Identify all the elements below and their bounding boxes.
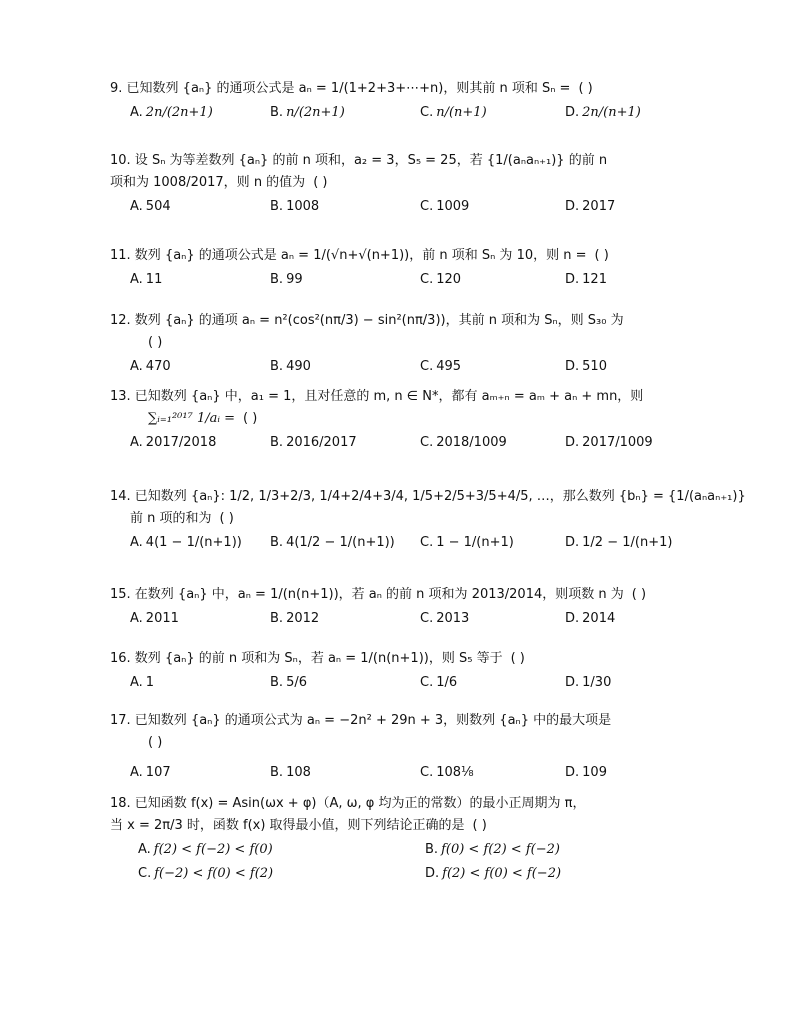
question-text-line2 <box>110 332 710 354</box>
question-text-line2: 项和为 1008/2017，则 n 的值为 ( ) <box>110 172 710 194</box>
options-row <box>110 672 710 694</box>
answer-paren[interactable]: ( ) <box>472 818 487 833</box>
option-d[interactable]: D. 109 <box>565 765 607 780</box>
question-text: 15. 在数列 {aₙ} 中，aₙ = 1/(n(n+1))，若 aₙ 的前 n 项和为 2013/2014，则项数 n 为 ( ) <box>110 584 710 606</box>
question-text: 12. 数列 {aₙ} 的通项 aₙ = n²(cos²(nπ/3) − sin²(nπ/3))，其前 n 项和为 Sₙ，则 S₃₀ 为 <box>110 313 624 328</box>
question-text: 17. 已知数列 {aₙ} 的通项公式为 aₙ = −2n² + 29n + 3，则数列 {aₙ} 中的最大项是 <box>110 713 612 728</box>
question-text: 13. 已知数列 {aₙ} 中，a₁ = 1，且对任意的 m, n ∈ N*，都有 aₘ₊ₙ = aₘ + aₙ + mn，则 <box>110 389 644 404</box>
question-9 <box>110 78 710 124</box>
question-17 <box>110 710 710 784</box>
option-c[interactable]: C. n/(n+1) <box>420 105 487 120</box>
options-row <box>110 102 710 124</box>
option-d[interactable]: D. 1/2 − 1/(n+1) <box>565 535 673 550</box>
question-13 <box>110 386 710 454</box>
option-d[interactable]: D. 2017 <box>565 199 616 214</box>
answer-paren[interactable]: ( ) <box>313 175 328 190</box>
option-d[interactable]: D. 2014 <box>565 611 616 626</box>
answer-paren[interactable]: ( ) <box>510 651 525 666</box>
answer-paren[interactable]: ( ) <box>148 335 163 350</box>
options-row <box>110 762 710 784</box>
answer-paren[interactable]: ( ) <box>594 248 609 263</box>
option-d[interactable]: D. 2n/(n+1) <box>565 105 641 120</box>
question-11 <box>110 245 710 291</box>
option-a[interactable]: A. 1 <box>130 675 155 690</box>
question-10 <box>110 150 710 218</box>
question-18 <box>110 793 710 885</box>
question-text-line2 <box>110 732 710 754</box>
option-d[interactable]: D. 510 <box>565 359 607 374</box>
option-c[interactable]: C. 1 − 1/(n+1) <box>420 535 514 550</box>
question-text: 10. 设 Sₙ 为等差数列 {aₙ} 的前 n 项和，a₂ = 3，S₅ = 25，若 {1/(aₙaₙ₊₁)} 的前 n <box>110 153 608 168</box>
question-text: 11. 数列 {aₙ} 的通项公式是 aₙ = 1/(√n+√(n+1))，前 n 项和 Sₙ 为 10，则 n = ( ) <box>110 245 710 267</box>
question-text: 14. 已知数列 {aₙ}: 1/2, 1/3+2/3, 1/4+2/4+3/4, 1/5+2/5+3/5+4/5, …，那么数列 {bₙ} = {1/(aₙaₙ₊₁)} <box>110 489 746 504</box>
option-b[interactable]: B. 2016/2017 <box>270 435 357 450</box>
options-row <box>110 432 710 454</box>
option-c[interactable]: C. f(−2) < f(0) < f(2) <box>138 866 274 881</box>
options-row <box>110 532 710 554</box>
option-c[interactable]: C. 2018/1009 <box>420 435 507 450</box>
option-a[interactable]: A. 470 <box>130 359 171 374</box>
option-c[interactable]: C. 108⅛ <box>420 765 474 780</box>
options-row <box>110 608 710 630</box>
question-text-line2: ∑ᵢ₌₁²⁰¹⁷ 1/aᵢ = ( ) <box>110 408 710 430</box>
answer-paren[interactable]: ( ) <box>578 81 593 96</box>
option-a[interactable]: A. 504 <box>130 199 171 214</box>
option-a[interactable]: A. 2017/2018 <box>130 435 217 450</box>
option-b[interactable]: B. n/(2n+1) <box>270 105 345 120</box>
option-a[interactable]: A. 11 <box>130 272 163 287</box>
question-15 <box>110 584 710 630</box>
option-d[interactable]: D. 1/30 <box>565 675 612 690</box>
question-text-line2: 当 x = 2π/3 时，函数 f(x) 取得最小值，则下列结论正确的是 ( ) <box>110 815 710 837</box>
question-text-line2: 前 n 项的和为 ( ) <box>110 508 710 530</box>
question-text: 16. 数列 {aₙ} 的前 n 项和为 Sₙ，若 aₙ = 1/(n(n+1))，则 S₅ 等于 ( ) <box>110 648 710 670</box>
option-a[interactable]: A. 4(1 − 1/(n+1)) <box>130 535 242 550</box>
options-row <box>110 356 710 378</box>
option-a[interactable]: A. 107 <box>130 765 171 780</box>
options-row-2 <box>110 863 710 885</box>
option-a[interactable]: A. 2011 <box>130 611 179 626</box>
option-d[interactable]: D. 2017/1009 <box>565 435 653 450</box>
option-b[interactable]: B. 2012 <box>270 611 320 626</box>
option-c[interactable]: C. 1009 <box>420 199 470 214</box>
option-b[interactable]: B. 99 <box>270 272 303 287</box>
question-text: 18. 已知函数 f(x) = Asin(ωx + φ)（A, ω, φ 均为正的常数）的最小正周期为 π， <box>110 796 586 811</box>
question-12 <box>110 310 710 378</box>
option-d[interactable]: D. 121 <box>565 272 607 287</box>
options-row <box>110 269 710 291</box>
option-c[interactable]: C. 2013 <box>420 611 470 626</box>
option-a[interactable]: A. 2n/(2n+1) <box>130 105 213 120</box>
option-b[interactable]: B. f(0) < f(2) < f(−2) <box>425 842 560 857</box>
option-b[interactable]: B. 1008 <box>270 199 320 214</box>
answer-paren[interactable]: ( ) <box>148 735 163 750</box>
question-14 <box>110 486 746 554</box>
question-16 <box>110 648 710 694</box>
answer-paren[interactable]: ( ) <box>219 511 234 526</box>
option-c[interactable]: C. 1/6 <box>420 675 458 690</box>
options-row <box>110 196 710 218</box>
answer-paren[interactable]: ( ) <box>243 411 258 426</box>
option-b[interactable]: B. 4(1/2 − 1/(n+1)) <box>270 535 395 550</box>
option-b[interactable]: B. 490 <box>270 359 311 374</box>
option-b[interactable]: B. 108 <box>270 765 311 780</box>
option-c[interactable]: C. 495 <box>420 359 462 374</box>
question-text: 9. 已知数列 {aₙ} 的通项公式是 aₙ = 1/(1+2+3+⋯+n)，则其前 n 项和 Sₙ = ( ) <box>110 78 710 100</box>
option-c[interactable]: C. 120 <box>420 272 462 287</box>
option-b[interactable]: B. 5/6 <box>270 675 307 690</box>
option-a[interactable]: A. f(2) < f(−2) < f(0) <box>138 842 273 857</box>
options-row-1 <box>110 839 710 861</box>
option-d[interactable]: D. f(2) < f(0) < f(−2) <box>425 866 562 881</box>
answer-paren[interactable]: ( ) <box>631 587 647 602</box>
